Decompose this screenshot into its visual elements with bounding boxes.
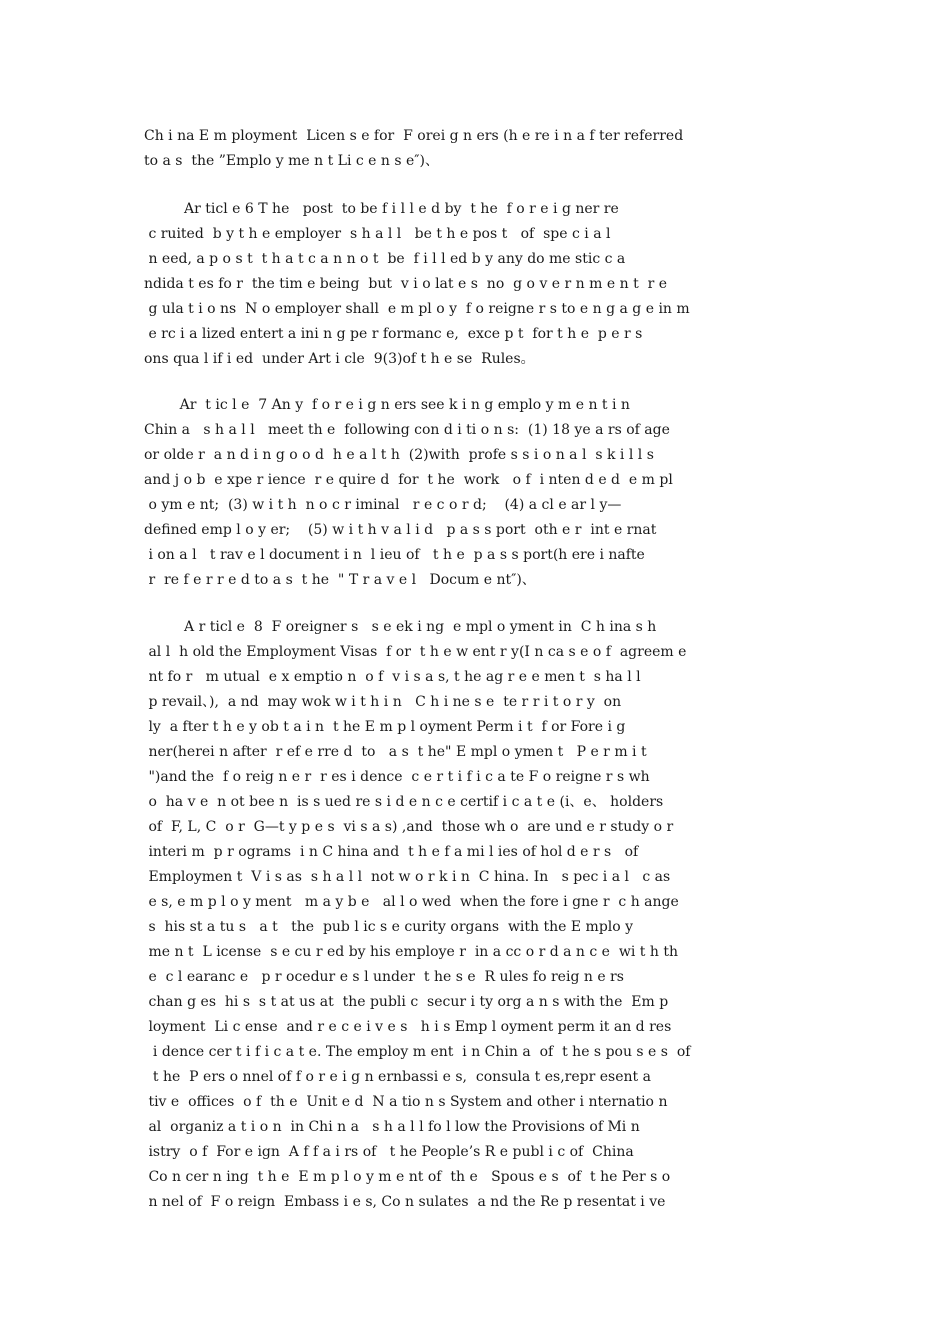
text-line: me n t L icense s e cu r ed by his employe r in a cc o r d a n c e wi t h th [144,944,678,960]
text-line: t he P ers o nnel of f o r e i g n ernbassi e s, consula t es,repr esent a [144,1069,651,1085]
text-line: of F, L, C o r G—t y p e s vi s a s) ,and those wh o are und e r study o r [144,819,674,835]
text-line: Ar ticl e 6 T he post to be f i l l e d by t he f o r e i g ner re [144,201,619,217]
text-line: tiv e offices o f th e Unit e d N a tio n s System and other i nternatio n [144,1094,668,1110]
paragraph-article-8 [144,615,814,1215]
text-line: Ch i na E m ployment Licen s e for F orei g n ers (h e re i n a f ter referred [144,128,684,144]
text-line: and j o b e xpe r ience r e quire d for t he work o f i nten d e d e m pl [144,472,673,488]
text-line: p revail、), a nd may wok w i t h i n C h i ne s e te r r i t o r y on [144,694,622,710]
text-line: i on a l t rav e l document i n l ieu of t h e p a s s port(h ere i nafte [144,547,645,563]
text-line: Co n cer n ing t h e E m p l o y m e nt of th e Spous e s of t he Per s o [144,1169,671,1185]
text-line: e s, e m p l o y ment m a y b e al l o wed when the fore i gne r c h ange [144,894,679,910]
text-line: al l h old the Employment Visas f or t h e w ent r y(I n ca s e o f agreem e [144,644,687,660]
text-line: Ar t ic l e 7 An y f o r e i g n ers see k i n g emplo y m e n t i n [144,397,630,413]
text-line: loyment Li c ense and r e c e i v e s h i s Emp l oyment perm it an d res [144,1019,672,1035]
text-line: n nel of F o reign Embass i e s, Co n sulates a nd the Re p resentat i ve [144,1194,666,1210]
text-line: o ym e nt; (3) w i t h n o c r iminal r e c o r d; (4) a cl e ar l y— [144,497,622,513]
text-line: interi m p r ograms i n C hina and t h e f a mi l ies of hol d e r s of [144,844,639,860]
text-line: s his st a tu s a t the pub l ic s e curity organs with the E mplo y [144,919,634,935]
text-line: i dence cer t i f i c a t e. The employ m ent i n Chin a of t he s pou s e s of [144,1044,691,1060]
text-line: ")and the f o reig n e r r es i dence c e r t i f i c a te F o reigne r s wh [144,769,650,785]
text-line: or olde r a n d i n g o o d h e a l t h (2)with profe s s i o n a l s k i l l s [144,447,654,463]
paragraph-article-6 [144,197,814,372]
text-line: ly a fter t h e y ob t a i n t he E m p l oyment Perm i t f or Fore i g [144,719,626,735]
text-line: n eed, a p o s t t h a t c a n n o t be f i l l ed b y any do me stic c a [144,251,626,267]
paragraph-article-7 [144,393,814,593]
text-line: to a s the ”Emplo y me n t Li c e n s e″)、 [144,153,439,169]
text-line: e rc i a lized entert a ini n g pe r formanc e, exce p t for t h e p e r s [144,326,643,342]
text-line: defined emp l o y er; (5) w i t h v a l i d p a s s port oth e r int e rnat [144,522,657,538]
paragraph-employment-license-definition [144,124,814,174]
text-line: o ha v e n ot bee n is s ued re s i d e n c e certif i c a t e (i、e、 holders [144,794,664,810]
text-line: Employmen t V i s as s h a l l not w o r k i n C hina. In s pec i a l c as [144,869,671,885]
text-line: c ruited b y t h e employer s h a l l be t h e pos t of spe c i a l [144,226,611,242]
text-line: al organiz a t i o n in Chi n a s h a l l fo l low the Provisions of Mi n [144,1119,640,1135]
text-line: Chin a s h a l l meet th e following con d i ti o n s: (1) 18 ye a rs of age [144,422,670,438]
text-line: r re f e r r e d to a s t he " T r a v e l Docum e nt″)、 [144,572,536,588]
text-line: ner(herei n after r ef e rre d to a s t he" E mpl o ymen t P e r m i t [144,744,647,760]
text-line: ndida t es fo r the tim e being but v i o lat e s no g o v e r n m e n t r e [144,276,668,292]
text-line: ons qua l if i ed under Art i cle 9(3)of t h e se Rules。 [144,351,535,367]
text-line: nt fo r m utual e x emptio n o f v i s a s, t he ag r e e men t s ha l l [144,669,641,685]
text-line: A r ticl e 8 F oreigner s s e ek i ng e mpl o yment in C h ina s h [144,619,657,635]
text-line: g ula t i o ns N o employer shall e m pl o y f o reigne r s to e n g a g e in m [144,301,690,317]
text-line: istry o f For e ign A f f a i rs of t he People’s R e publ i c of China [144,1144,634,1160]
text-line: chan g es hi s s t at us at the publi c secur i ty org a n s with the Em p [144,994,669,1010]
text-line: e c l earanc e p r ocedur e s l under t he s e R ules fo reig n e rs [144,969,624,985]
